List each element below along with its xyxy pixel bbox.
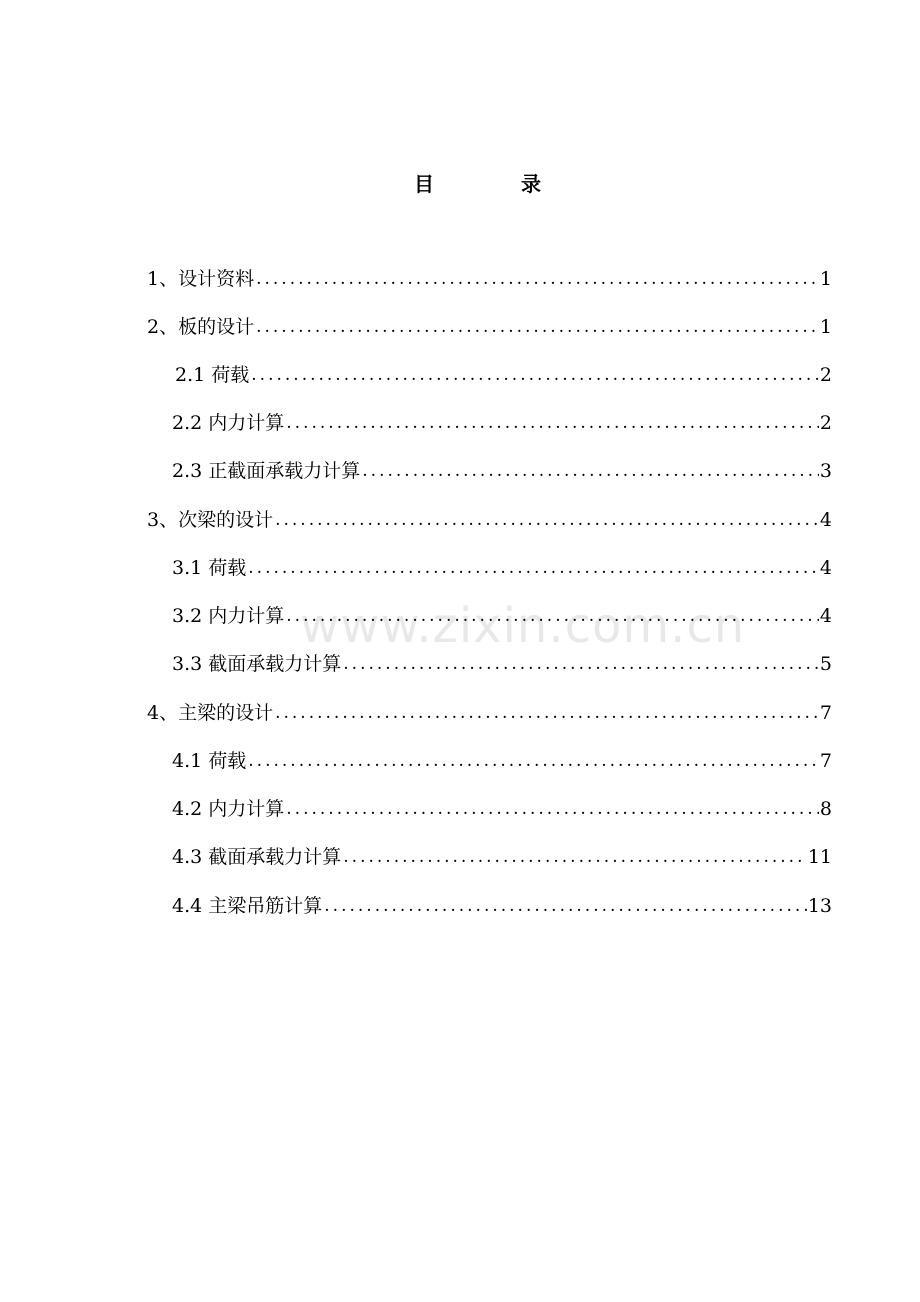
toc-leader-dots — [343, 840, 807, 874]
toc-leader-dots — [275, 503, 819, 537]
toc-entry-label: 3.2 内力计算 — [172, 605, 285, 627]
toc-entry[interactable] — [172, 744, 832, 778]
toc-entry-label: 3、次梁的设计 — [147, 509, 274, 531]
toc-entry-page: 2 — [819, 412, 832, 434]
toc-entry-label: 1、设计资料 — [147, 268, 255, 290]
toc-entry-page: 13 — [807, 895, 832, 917]
toc-leader-dots — [286, 406, 819, 440]
toc-entry[interactable] — [172, 792, 832, 826]
toc-leader-dots — [248, 551, 819, 585]
toc-title-char-2: 录 — [521, 172, 541, 196]
toc-entry-label: 4.1 荷载 — [172, 750, 247, 772]
toc-entry-page: 2 — [819, 364, 832, 386]
toc-leader-dots — [324, 889, 807, 923]
toc-leader-dots — [256, 310, 819, 344]
toc-entry-label: 2.3 正截面承载力计算 — [172, 460, 361, 482]
toc-entry-label: 2、板的设计 — [147, 316, 255, 338]
toc-entry-label: 4、主梁的设计 — [147, 702, 274, 724]
toc-entry-page: 3 — [819, 460, 832, 482]
toc-entry-page: 4 — [819, 605, 832, 627]
toc-entry-label: 2.1 荷载 — [175, 364, 250, 386]
toc-entry[interactable] — [172, 889, 832, 923]
toc-title-char-1: 目 — [414, 172, 434, 196]
toc-entry-page: 1 — [819, 316, 832, 338]
toc-entry[interactable] — [175, 358, 832, 392]
toc-leader-dots — [251, 358, 819, 392]
toc-entry[interactable] — [172, 406, 832, 440]
toc-entry-page: 11 — [807, 846, 832, 868]
toc-entry-page: 4 — [819, 557, 832, 579]
toc-entry[interactable] — [172, 840, 832, 874]
toc-entry-page: 1 — [819, 268, 832, 290]
toc-entry-page: 7 — [819, 750, 832, 772]
toc-leader-dots — [286, 792, 819, 826]
toc-entry-label: 4.2 内力计算 — [172, 798, 285, 820]
toc-title — [0, 166, 920, 202]
toc-entry[interactable] — [147, 696, 832, 730]
toc-entry-label: 4.4 主梁吊筋计算 — [172, 895, 323, 917]
toc-leader-dots — [248, 744, 819, 778]
toc-leader-dots — [275, 696, 819, 730]
toc-entry-label: 2.2 内力计算 — [172, 412, 285, 434]
toc-entry-label: 3.1 荷载 — [172, 557, 247, 579]
toc-entry[interactable] — [147, 310, 832, 344]
toc-entry-label: 4.3 截面承载力计算 — [172, 846, 342, 868]
toc-leader-dots — [256, 262, 819, 296]
toc-entry-page: 5 — [819, 653, 832, 675]
toc-entry-page: 8 — [819, 798, 832, 820]
toc-entry[interactable] — [172, 551, 832, 585]
toc-entry-page: 4 — [819, 509, 832, 531]
toc-entry[interactable] — [147, 262, 832, 296]
toc-leader-dots — [362, 454, 819, 488]
watermark-text: www.zixin.com.cn — [300, 598, 746, 654]
toc-entry[interactable] — [147, 503, 832, 537]
toc-entry[interactable] — [172, 454, 832, 488]
toc-entry-label: 3.3 截面承载力计算 — [172, 653, 342, 675]
toc-entry-page: 7 — [819, 702, 832, 724]
